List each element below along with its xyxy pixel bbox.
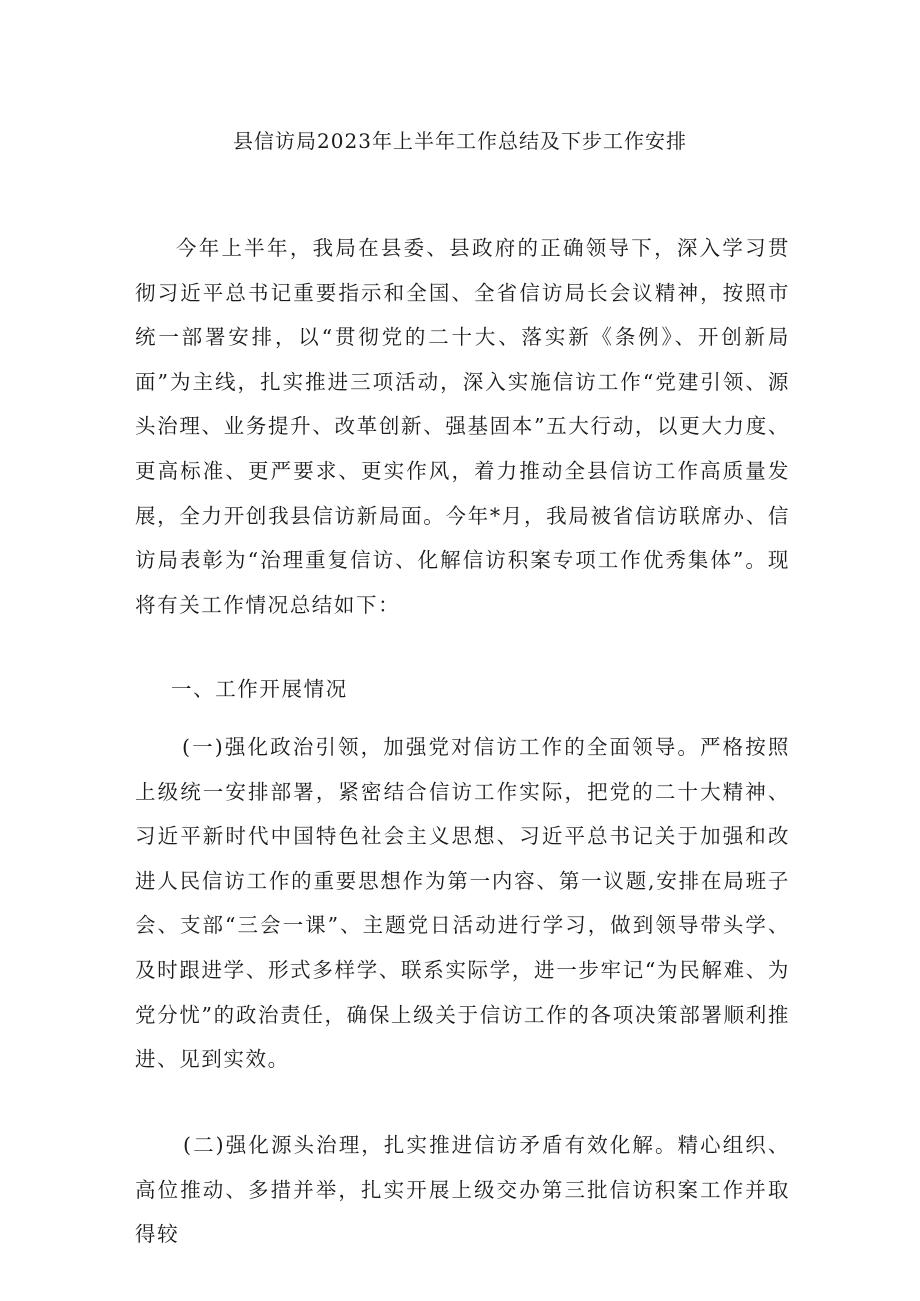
intro-paragraph: 今年上半年，我局在县委、县政府的正确领导下，深入学习贯彻习近平总书记重要指示和全国、全省信访局长会议精神，按照市统一部署安排，以“贯彻党的二十大、落实新《条例》、开创新局面”为主线，扎实推进三项活动，深入实施信访工作“党建引领、源头治理、业务提升、改革创新、强基固本”五大行动，以更大力度、更高标准、更严要求、更实作风，着力推动全县信访工作高质量发展，全力开创我县信访新局面。今年*月，我局被省信访联席办、信访局表彰为“治理重复信访、化解信访积案专项工作优秀集体”。现将有关工作情况总结如下： (135, 236, 790, 617)
section-2-paragraph: (二)强化源头治理，扎实推进信访矛盾有效化解。精心组织、高位推动、多措并举，扎实开展上级交办第三批信访积案工作并取得较 (135, 1133, 790, 1247)
section-heading: 一、工作开展情况 (171, 677, 348, 701)
section-1-paragraph: (一)强化政治引领，加强党对信访工作的全面领导。严格按照上级统一安排部署，紧密结合信访工作实际，把党的二十大精神、习近平新时代中国特色社会主义思想、习近平总书记关于加强和改进人民信访工作的重要思想作为第一内容、第一议题,安排在局班子会、支部“三会一课”、主题党日活动进行学习，做到领导带头学、及时跟进学、形式多样学、联系实际学，进一步牢记“为民解难、为党分忧”的政治责任，确保上级关于信访工作的各项决策部署顺利推进、见到实效。 (135, 735, 790, 1072)
document-title: 县信访局2023年上半年工作总结及下步工作安排 (233, 129, 687, 153)
